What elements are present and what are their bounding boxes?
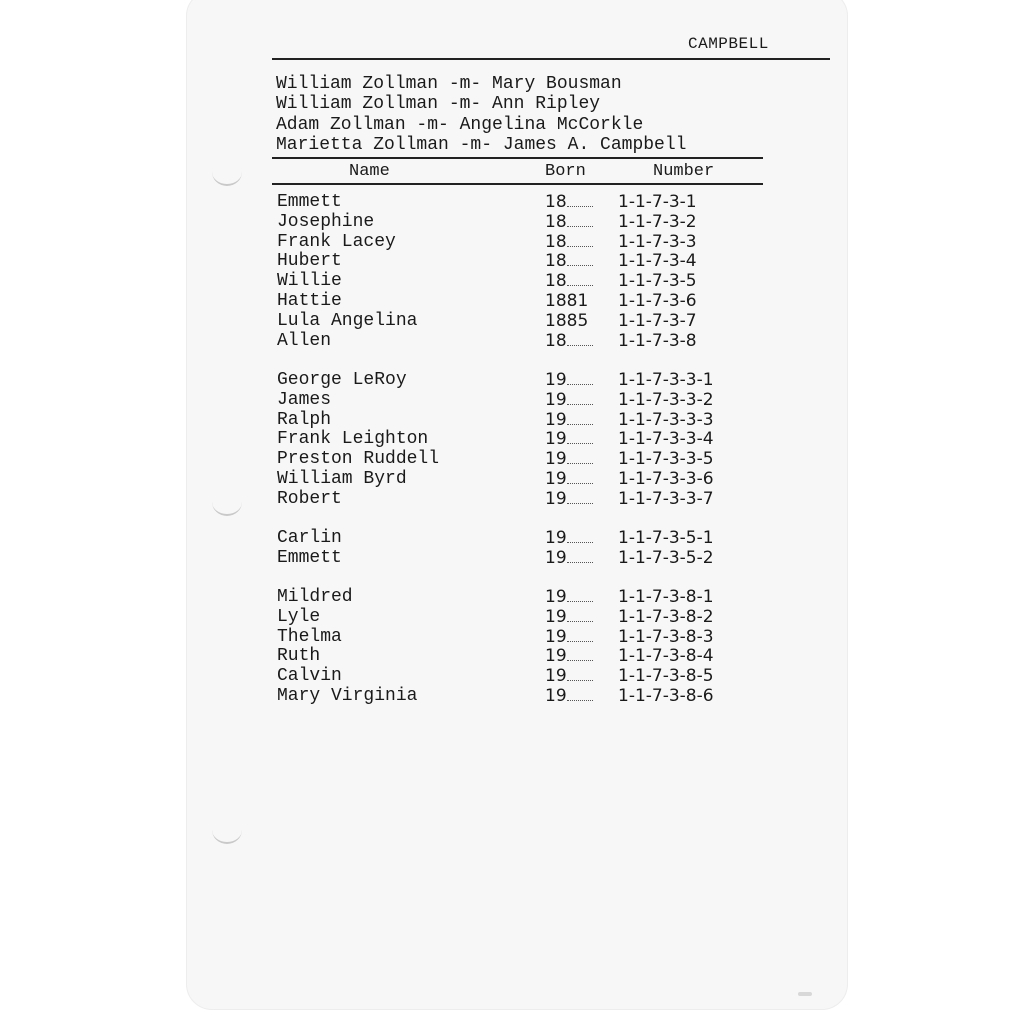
- birth-year-text: 19: [545, 370, 567, 390]
- birth-year-blank: [567, 668, 593, 681]
- birth-year-blank: [567, 609, 593, 622]
- birth-year-text: 19: [545, 626, 567, 647]
- birth-year: [545, 489, 593, 509]
- birth-year-text: 19: [545, 606, 567, 627]
- birth-year: [545, 271, 593, 291]
- person-name: Emmett: [277, 192, 342, 212]
- birth-year-blank: [567, 629, 593, 642]
- birth-year-blank: [567, 471, 593, 484]
- person-name: Frank Leighton: [277, 429, 429, 450]
- person-name: George LeRoy: [277, 370, 407, 390]
- person-name: Frank Lacey: [277, 231, 396, 252]
- birth-year: [545, 607, 593, 627]
- birth-year-blank: [567, 550, 593, 563]
- person-name: Preston Ruddell: [277, 449, 440, 470]
- birth-year-text: 1881: [545, 291, 589, 311]
- birth-year-text: 1885: [545, 310, 589, 331]
- scan-speck: [798, 992, 812, 996]
- genealogy-number: 1-1-7-3-8-6: [618, 686, 714, 706]
- birth-year-blank: [567, 589, 593, 602]
- lineage-line: William Zollman -m- Mary Bousman: [276, 74, 622, 94]
- genealogy-number: 1-1-7-3-8-4: [618, 646, 714, 667]
- person-name: Josephine: [277, 211, 375, 232]
- lineage-line: Marietta Zollman -m- James A. Campbell: [276, 135, 687, 156]
- genealogy-number: 1-1-7-3-7: [618, 310, 697, 331]
- birth-year-text: 19: [545, 547, 567, 568]
- person-name: William Byrd: [277, 469, 407, 489]
- birth-year-blank: [567, 688, 593, 701]
- birth-year-blank: [567, 648, 593, 661]
- person-name: Robert: [277, 488, 342, 509]
- person-name: Mary Virginia: [277, 686, 418, 706]
- person-name: Hubert: [277, 251, 342, 272]
- birth-year: [545, 251, 593, 271]
- genealogy-number: 1-1-7-3-3-7: [618, 488, 714, 509]
- column-header-number: Number: [653, 162, 715, 181]
- person-name: Ralph: [277, 409, 332, 430]
- genealogy-number: 1-1-7-3-4: [618, 251, 697, 272]
- birth-year-text: 19: [545, 686, 567, 706]
- genealogy-number: 1-1-7-3-5: [618, 271, 697, 292]
- person-name: Thelma: [277, 626, 342, 647]
- birth-year: [545, 311, 588, 331]
- genealogy-number: 1-1-7-3-3: [618, 231, 697, 252]
- birth-year: [545, 528, 593, 548]
- birth-year-text: 18: [545, 330, 567, 351]
- birth-year-text: 19: [545, 646, 567, 667]
- person-name: Willie: [277, 271, 342, 292]
- birth-year: [545, 627, 593, 647]
- birth-year-text: 19: [545, 528, 567, 548]
- person-name: Emmett: [277, 547, 342, 568]
- genealogy-number: 1-1-7-3-8-3: [618, 626, 714, 647]
- person-name: Lyle: [277, 606, 321, 627]
- genealogy-number: 1-1-7-3-8: [618, 330, 697, 351]
- birth-year: [545, 390, 593, 410]
- family-surname: CAMPBELL: [688, 35, 769, 53]
- birth-year: [545, 212, 593, 232]
- birth-year-text: 18: [545, 211, 567, 232]
- person-name: Calvin: [277, 666, 342, 687]
- genealogy-number: 1-1-7-3-5-1: [618, 528, 714, 548]
- column-header-name: Name: [349, 162, 390, 181]
- birth-year-blank: [567, 431, 593, 444]
- birth-year: [545, 686, 593, 706]
- birth-year-text: 19: [545, 409, 567, 430]
- birth-year-text: 18: [545, 251, 567, 272]
- lineage-line: William Zollman -m- Ann Ripley: [276, 94, 601, 115]
- birth-year-blank: [567, 273, 593, 286]
- birth-year-blank: [567, 194, 593, 207]
- birth-year: [545, 232, 593, 252]
- lineage-line: Adam Zollman -m- Angelina McCorkle: [276, 114, 644, 135]
- genealogy-number: 1-1-7-3-2: [618, 211, 697, 232]
- birth-year-text: 18: [545, 271, 567, 292]
- person-name: Lula Angelina: [277, 310, 418, 331]
- genealogy-number: 1-1-7-3-8-1: [618, 587, 714, 607]
- birth-year-blank: [567, 530, 593, 543]
- birth-year-blank: [567, 412, 593, 425]
- birth-year: [545, 192, 593, 212]
- birth-year-blank: [567, 491, 593, 504]
- birth-year-blank: [567, 451, 593, 464]
- birth-year: [545, 429, 593, 449]
- birth-year: [545, 370, 593, 390]
- person-name: Mildred: [277, 587, 353, 607]
- birth-year-text: 19: [545, 429, 567, 450]
- person-name: Hattie: [277, 291, 342, 311]
- birth-year-blank: [567, 392, 593, 405]
- person-name: Allen: [277, 330, 332, 351]
- birth-year-blank: [567, 333, 593, 346]
- birth-year: [545, 646, 593, 666]
- birth-year: [545, 449, 593, 469]
- column-header-born: Born: [545, 162, 586, 181]
- birth-year-text: 19: [545, 587, 567, 607]
- genealogy-number: 1-1-7-3-8-5: [618, 666, 714, 687]
- genealogy-number: 1-1-7-3-3-6: [618, 469, 714, 489]
- genealogy-number: 1-1-7-3-3-5: [618, 449, 714, 470]
- birth-year-text: 19: [545, 469, 567, 489]
- genealogy-number: 1-1-7-3-8-2: [618, 606, 714, 627]
- birth-year: [545, 291, 588, 311]
- birth-year-text: 19: [545, 449, 567, 470]
- genealogy-number: 1-1-7-3-3-2: [618, 389, 714, 410]
- genealogy-number: 1-1-7-3-3-3: [618, 409, 714, 430]
- genealogy-number: 1-1-7-3-3-4: [618, 429, 714, 450]
- genealogy-number: 1-1-7-3-6: [618, 291, 697, 311]
- birth-year-text: 18: [545, 192, 567, 212]
- person-name: Carlin: [277, 528, 342, 548]
- birth-year: [545, 469, 593, 489]
- birth-year-blank: [567, 234, 593, 247]
- person-name: Ruth: [277, 646, 321, 667]
- genealogy-number: 1-1-7-3-1: [618, 192, 697, 212]
- birth-year: [545, 666, 593, 686]
- birth-year-text: 19: [545, 488, 567, 509]
- birth-year-blank: [567, 253, 593, 266]
- birth-year: [545, 410, 593, 430]
- birth-year: [545, 331, 593, 351]
- birth-year-text: 19: [545, 389, 567, 410]
- birth-year-text: 18: [545, 231, 567, 252]
- birth-year: [545, 587, 593, 607]
- birth-year-text: 19: [545, 666, 567, 687]
- genealogy-number: 1-1-7-3-5-2: [618, 547, 714, 568]
- birth-year-blank: [567, 372, 593, 385]
- person-name: James: [277, 389, 332, 410]
- birth-year-blank: [567, 214, 593, 227]
- genealogy-number: 1-1-7-3-3-1: [618, 370, 714, 390]
- birth-year: [545, 548, 593, 568]
